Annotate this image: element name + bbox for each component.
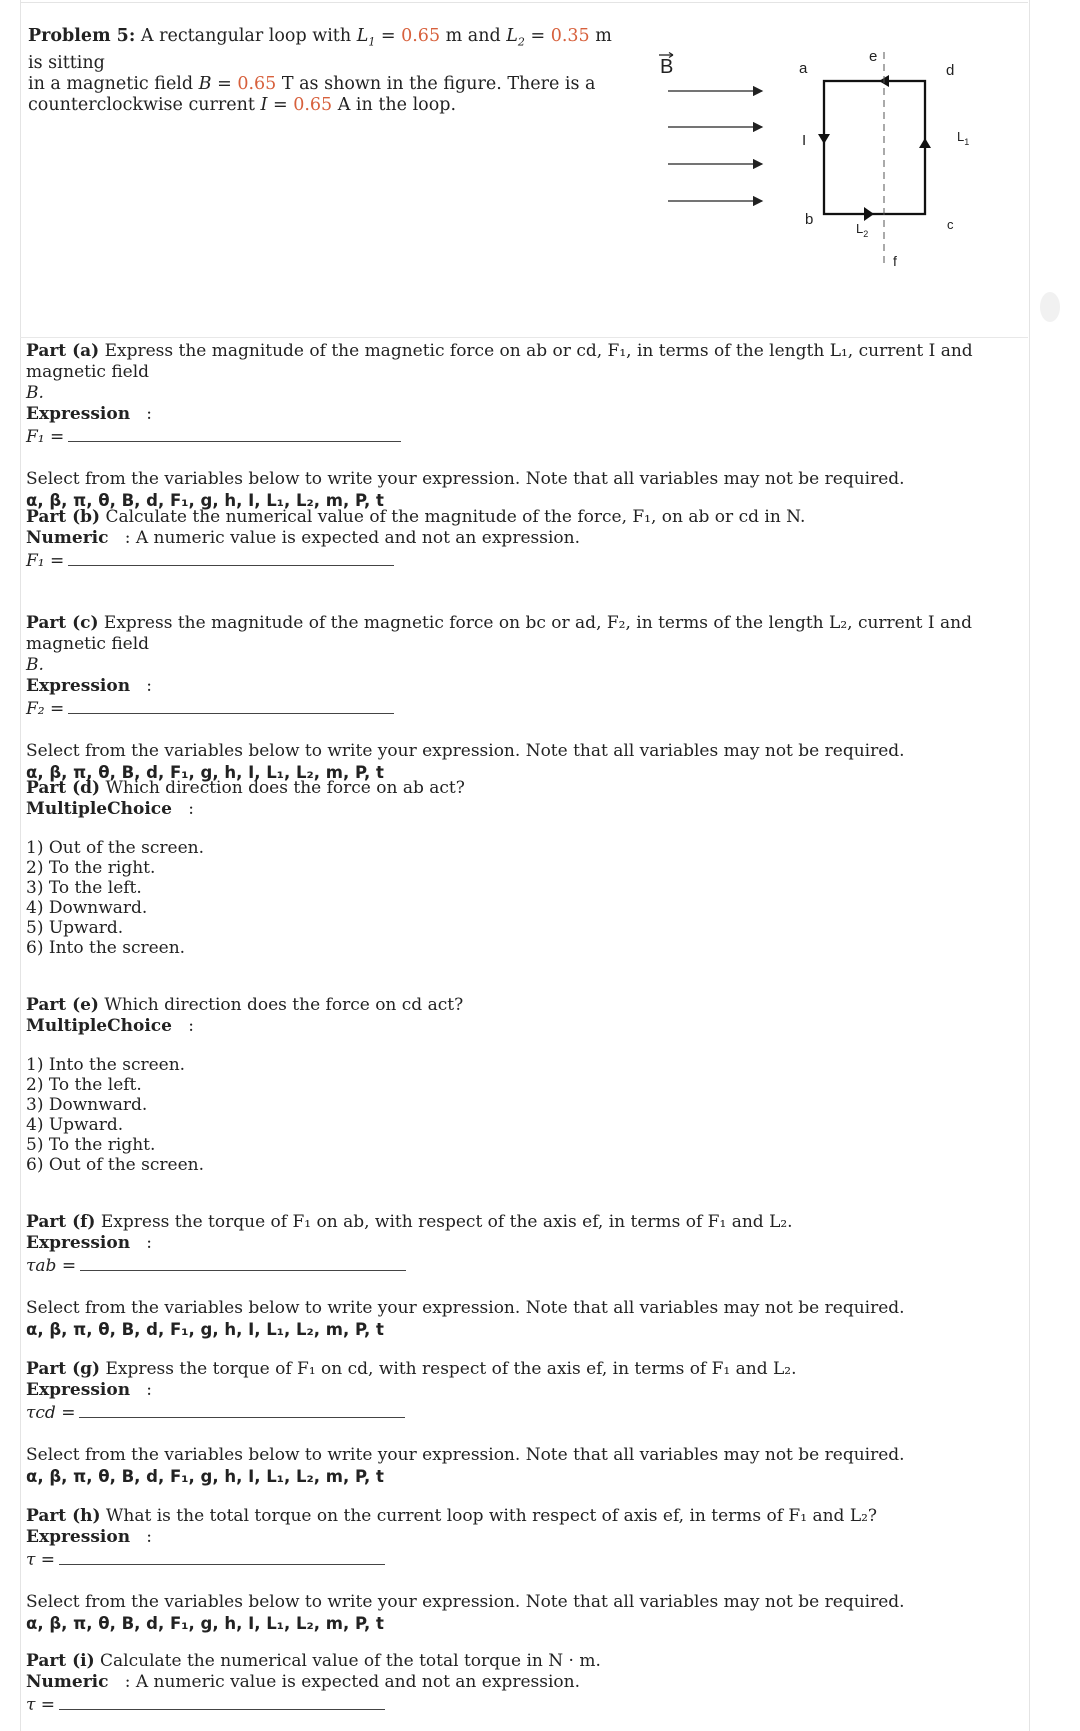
value-L2: 0.35 (550, 26, 590, 46)
colon: : (146, 1527, 153, 1547)
part-e-prompt: Which direction does the force on cd act? (98, 995, 464, 1015)
choice-option[interactable]: 1) Out of the screen. (26, 838, 204, 858)
colon: : (146, 1380, 153, 1400)
choice-option[interactable]: 3) Downward. (26, 1095, 148, 1115)
variables-list: α, β, π, θ, B, d, F₁, g, h, I, L₁, L₂, m, P, t (26, 1320, 384, 1339)
part-h-prompt: What is the total torque on the current loop with respect of axis ef, in terms of F₁ and L₂? (100, 1506, 878, 1526)
var-L1-sub: 1 (368, 35, 376, 49)
part-d (26, 778, 1026, 958)
variables-list: α, β, π, θ, B, d, F₁, g, h, I, L₁, L₂, m, P, t (26, 1614, 384, 1633)
answer-type-label: Expression (26, 1380, 131, 1400)
variables-list: α, β, π, θ, B, d, F₁, g, h, I, L₁, L₂, m, P, t (26, 763, 384, 782)
select-note: Select from the variables below to write your expression. Note that all variables may not be required. (26, 741, 905, 761)
equals-sign: = (524, 26, 551, 46)
answer-field-a[interactable] (68, 425, 401, 442)
statement-text: in a magnetic field (28, 73, 199, 94)
variables-list: α, β, π, θ, B, d, F₁, g, h, I, L₁, L₂, m, P, t (26, 491, 384, 510)
statement-text: counterclockwise current (28, 94, 261, 115)
part-f (26, 1212, 1026, 1340)
answer-type-label: Expression (26, 1233, 131, 1253)
answer-field-i[interactable] (59, 1693, 385, 1710)
statement-text: m and (440, 26, 507, 46)
field-label-B: B (660, 56, 674, 78)
answer-type-label: MultipleChoice (26, 799, 172, 819)
choice-option[interactable]: 6) Into the screen. (26, 938, 186, 958)
value-L1: 0.65 (401, 26, 441, 46)
answer-var-label: F₁ = (26, 427, 65, 447)
choice-option[interactable]: 6) Out of the screen. (26, 1155, 204, 1175)
answer-field-b[interactable] (68, 549, 394, 566)
colon: : (188, 1016, 194, 1036)
part-a (26, 341, 1026, 511)
statement-text: A rectangular loop with (140, 26, 357, 46)
answer-field-g[interactable] (79, 1401, 405, 1418)
answer-field-h[interactable] (59, 1548, 385, 1565)
statement-text: m is sitting (28, 26, 612, 73)
answer-type-label: Expression (26, 1527, 131, 1547)
part-i (26, 1651, 1026, 1716)
part-b-label: Part (b) (26, 507, 101, 527)
part-a-prompt: Express the magnitude of the magnetic force on ab or cd, F₁, in terms of the length L₁, current I and magnetic field (26, 341, 973, 382)
current-arrow-right-icon (864, 207, 874, 221)
numeric-note: : A numeric value is expected and not an expression. (124, 1672, 580, 1692)
choice-option[interactable]: 5) To the right. (26, 1135, 156, 1155)
part-g-label: Part (g) (26, 1359, 101, 1379)
var-B: B (198, 73, 212, 94)
problem-statement (28, 26, 628, 116)
part-b (26, 507, 1026, 572)
answer-field-f[interactable] (80, 1254, 406, 1271)
var-L2-sub: 2 (517, 35, 525, 49)
part-h (26, 1506, 1026, 1634)
label-d: d (946, 62, 955, 79)
value-B: 0.65 (237, 73, 277, 94)
current-loop (824, 81, 925, 214)
loop-figure (640, 40, 980, 280)
part-d-label: Part (d) (26, 778, 101, 798)
label-I: I (802, 132, 807, 149)
equals-sign: = (267, 94, 294, 115)
label-L2: $L_2$ (856, 221, 869, 239)
var-L2: L (506, 26, 518, 46)
part-e-label: Part (e) (26, 995, 99, 1015)
answer-type-label: Numeric (26, 1672, 109, 1692)
part-c-label: Part (c) (26, 613, 99, 633)
current-arrow-down-icon (818, 134, 830, 144)
scroll-indicator[interactable] (1040, 292, 1060, 322)
answer-type-label: Numeric (26, 528, 109, 548)
choice-option[interactable]: 3) To the left. (26, 878, 142, 898)
part-c (26, 613, 1026, 783)
select-note: Select from the variables below to write your expression. Note that all variables may not be required. (26, 469, 905, 489)
part-c-prompt-cont: B. (26, 655, 44, 675)
part-g (26, 1359, 1026, 1487)
choice-option[interactable]: 2) To the left. (26, 1075, 142, 1095)
value-I: 0.65 (293, 94, 333, 115)
select-note: Select from the variables below to write your expression. Note that all variables may not be required. (26, 1592, 905, 1612)
answer-type-label: MultipleChoice (26, 1016, 172, 1036)
answer-var-label: F₂ = (26, 699, 65, 719)
part-b-prompt: Calculate the numerical value of the magnitude of the force, F₁, on ab or cd in N. (100, 507, 806, 527)
colon: : (146, 404, 153, 424)
statement-text: A in the loop. (332, 94, 457, 115)
answer-field-c[interactable] (68, 697, 394, 714)
part-i-prompt: Calculate the numerical value of the total torque in N · m. (94, 1651, 601, 1671)
variables-list: α, β, π, θ, B, d, F₁, g, h, I, L₁, L₂, m, P, t (26, 1467, 384, 1486)
equals-sign: = (211, 73, 238, 94)
part-c-prompt: Express the magnitude of the magnetic force on bc or ad, F₂, in terms of the length L₂, current I and magnetic field (26, 613, 972, 654)
select-note: Select from the variables below to write your expression. Note that all variables may not be required. (26, 1298, 905, 1318)
select-note: Select from the variables below to write your expression. Note that all variables may not be required. (26, 1445, 905, 1465)
choice-option[interactable]: 4) Downward. (26, 898, 148, 918)
label-c: c (947, 217, 954, 232)
answer-type-label: Expression (26, 404, 131, 424)
label-b: b (805, 211, 814, 228)
var-L1: L (356, 26, 369, 46)
answer-var-label: τ = (26, 1550, 56, 1570)
answer-var-label: τab = (26, 1256, 77, 1276)
colon: : (146, 1233, 153, 1253)
label-a: a (799, 60, 808, 77)
part-g-prompt: Express the torque of F₁ on cd, with respect of the axis ef, in terms of F₁ and L₂. (100, 1359, 797, 1379)
part-e (26, 995, 1026, 1175)
problem-label: Problem 5: (28, 26, 136, 46)
choice-option[interactable]: 1) Into the screen. (26, 1055, 186, 1075)
equals-sign: = (375, 26, 402, 46)
part-f-prompt: Express the torque of F₁ on ab, with respect of the axis ef, in terms of F₁ and L₂. (95, 1212, 793, 1232)
colon: : (188, 799, 194, 819)
label-L1: $L_1$ (957, 129, 970, 147)
choice-option[interactable]: 2) To the right. (26, 858, 156, 878)
var-I: I (260, 94, 268, 115)
part-d-prompt: Which direction does the force on ab act? (100, 778, 465, 798)
current-arrow-up-icon (919, 138, 931, 148)
numeric-note: : A numeric value is expected and not an expression. (124, 528, 580, 548)
answer-var-label: τ = (26, 1695, 56, 1715)
statement-text: T as shown in the figure. There is a (276, 73, 596, 94)
answer-type-label: Expression (26, 676, 131, 696)
part-a-label: Part (a) (26, 341, 100, 361)
choice-option[interactable]: 5) Upward. (26, 918, 124, 938)
answer-var-label: τcd = (26, 1403, 76, 1423)
part-a-prompt-cont: B. (26, 383, 44, 403)
label-e: e (869, 48, 878, 65)
answer-var-label: F₁ = (26, 551, 65, 571)
part-h-label: Part (h) (26, 1506, 101, 1526)
part-i-label: Part (i) (26, 1651, 95, 1671)
choice-option[interactable]: 4) Upward. (26, 1115, 124, 1135)
label-f: f (893, 253, 897, 269)
colon: : (146, 676, 153, 696)
part-f-label: Part (f) (26, 1212, 96, 1232)
